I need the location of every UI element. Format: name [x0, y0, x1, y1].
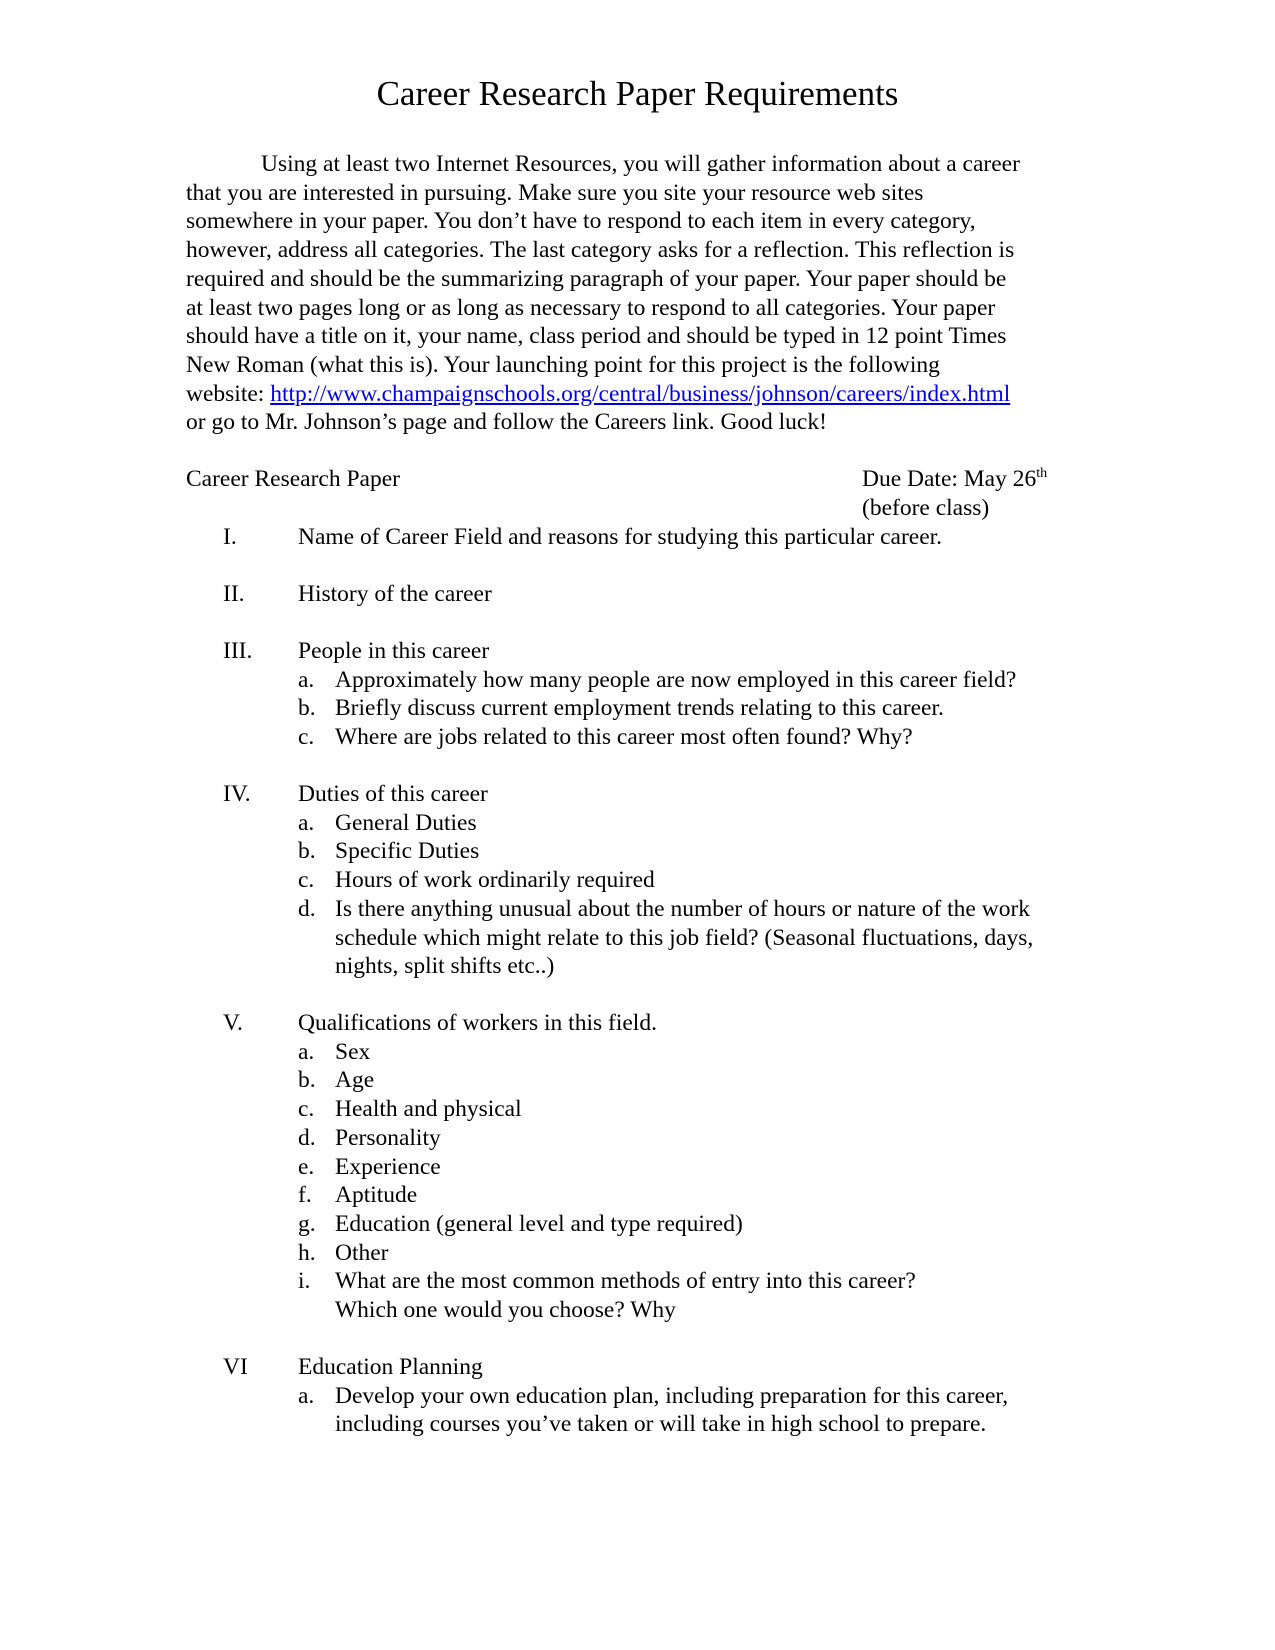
- list-item: [298, 694, 1098, 723]
- item-marker: a.: [298, 1038, 315, 1065]
- intro-line: somewhere in your paper. You don’t have to respond to each item in every category,: [186, 208, 976, 235]
- item-marker: g.: [298, 1210, 316, 1237]
- item-marker: f.: [298, 1182, 312, 1209]
- intro-line: however, address all categories. The last category asks for a reflection. This reflection is: [186, 237, 1015, 264]
- section-heading: Duties of this career: [298, 781, 488, 807]
- item-text: Where are jobs related to this career most often found? Why?: [335, 724, 913, 751]
- item-text: Hours of work ordinarily required: [335, 867, 655, 894]
- list-item: [298, 1267, 1098, 1324]
- item-text: Aptitude: [335, 1182, 418, 1209]
- intro-line: Using at least two Internet Resources, you will gather information about a career: [261, 151, 1020, 177]
- item-marker: e.: [298, 1153, 315, 1180]
- intro-line: required and should be the summarizing paragraph of your paper. Your paper should be: [186, 265, 1007, 292]
- intro-line: that you are interested in pursuing. Make sure you site your resource web sites: [186, 179, 924, 206]
- item-marker: d.: [298, 895, 316, 922]
- item-marker: b.: [298, 838, 316, 865]
- section-heading: People in this career: [298, 638, 490, 664]
- item-text: Sex: [335, 1038, 371, 1065]
- list-item: [298, 1210, 1098, 1239]
- section-items: [298, 809, 1098, 981]
- section-numeral: III.: [223, 638, 253, 664]
- list-item: [298, 1239, 1098, 1268]
- item-text: schedule which might relate to this job field? (Seasonal fluctuations, days,: [335, 924, 1034, 951]
- item-text: Experience: [335, 1153, 441, 1180]
- item-marker: a.: [298, 1382, 315, 1409]
- list-item: [298, 809, 1098, 838]
- intro-line: should have a title on it, your name, class period and should be typed in 12 point Times: [186, 323, 1007, 350]
- item-text: Briefly discuss current employment trends relating to this career.: [335, 695, 944, 722]
- section-items: [298, 666, 1098, 752]
- list-item: [298, 1153, 1098, 1182]
- item-text: Education (general level and type required): [335, 1210, 743, 1237]
- item-marker: i.: [298, 1268, 311, 1295]
- item-marker: c.: [298, 724, 315, 751]
- item-text: Develop your own education plan, including preparation for this career,: [335, 1382, 1009, 1409]
- item-text: Health and physical: [335, 1096, 522, 1123]
- website-prefix: website:: [186, 380, 271, 407]
- item-text: What are the most common methods of entry into this career?: [335, 1268, 916, 1295]
- due-date-note: (before class): [862, 494, 990, 521]
- list-item: [298, 1382, 1098, 1439]
- item-text: Which one would you choose? Why: [335, 1297, 676, 1324]
- section-numeral: I.: [223, 524, 237, 550]
- section-numeral: V.: [223, 1010, 243, 1036]
- section-heading: Qualifications of workers in this field.: [298, 1010, 657, 1036]
- due-date-label: Due Date: May 26: [862, 466, 1037, 492]
- document-title: Career Research Paper Requirements: [376, 74, 899, 113]
- intro-website-line: [186, 380, 1086, 409]
- intro-paragraph: [186, 150, 1086, 437]
- list-item: [298, 1038, 1098, 1067]
- list-item: [298, 723, 1098, 752]
- item-text: Specific Duties: [335, 838, 480, 865]
- intro-line: New Roman (what this is). Your launching point for this project is the following: [186, 351, 940, 378]
- list-item: [298, 1095, 1098, 1124]
- careers-website-link[interactable]: http://www.champaignschools.org/central/business/johnson/careers/index.html: [270, 380, 1011, 407]
- list-item: [298, 895, 1098, 981]
- item-text: Personality: [335, 1124, 441, 1151]
- item-text: nights, split shifts etc..): [335, 953, 555, 980]
- item-text: including courses you’ve taken or will take in high school to prepare.: [335, 1411, 987, 1438]
- section-heading: History of the career: [298, 581, 492, 607]
- list-item: [298, 1181, 1098, 1210]
- item-marker: d.: [298, 1124, 316, 1151]
- item-marker: h.: [298, 1239, 316, 1266]
- section-numeral: VI: [223, 1354, 248, 1380]
- item-marker: a.: [298, 666, 315, 693]
- list-item: [298, 666, 1098, 695]
- due-date-block: [862, 465, 1047, 522]
- due-date: [862, 465, 1047, 494]
- item-marker: b.: [298, 1067, 316, 1094]
- list-item: [298, 1066, 1098, 1095]
- section-numeral: II.: [223, 581, 245, 607]
- due-date-suffix: th: [1036, 466, 1048, 481]
- item-text: Approximately how many people are now employed in this career field?: [335, 666, 1017, 693]
- item-text: Other: [335, 1239, 389, 1266]
- intro-line: at least two pages long or as long as necessary to respond to all categories. Your paper: [186, 294, 996, 321]
- section-heading: Name of Career Field and reasons for studying this particular career.: [298, 524, 943, 550]
- item-text: General Duties: [335, 809, 477, 836]
- section-heading: Education Planning: [298, 1354, 483, 1380]
- item-text: Is there anything unusual about the number of hours or nature of the work: [335, 895, 1031, 922]
- item-text: Age: [335, 1067, 375, 1094]
- item-marker: c.: [298, 1096, 315, 1123]
- section-numeral: IV.: [223, 781, 251, 807]
- item-marker: c.: [298, 867, 315, 894]
- list-item: [298, 866, 1098, 895]
- section-items: [298, 1382, 1098, 1439]
- list-item: [298, 837, 1098, 866]
- list-item: [298, 1124, 1098, 1153]
- paper-label: Career Research Paper: [186, 466, 400, 492]
- section-items: [298, 1038, 1098, 1325]
- item-marker: a.: [298, 809, 315, 836]
- item-marker: b.: [298, 695, 316, 722]
- intro-line: or go to Mr. Johnson’s page and follow the Careers link. Good luck!: [186, 409, 827, 436]
